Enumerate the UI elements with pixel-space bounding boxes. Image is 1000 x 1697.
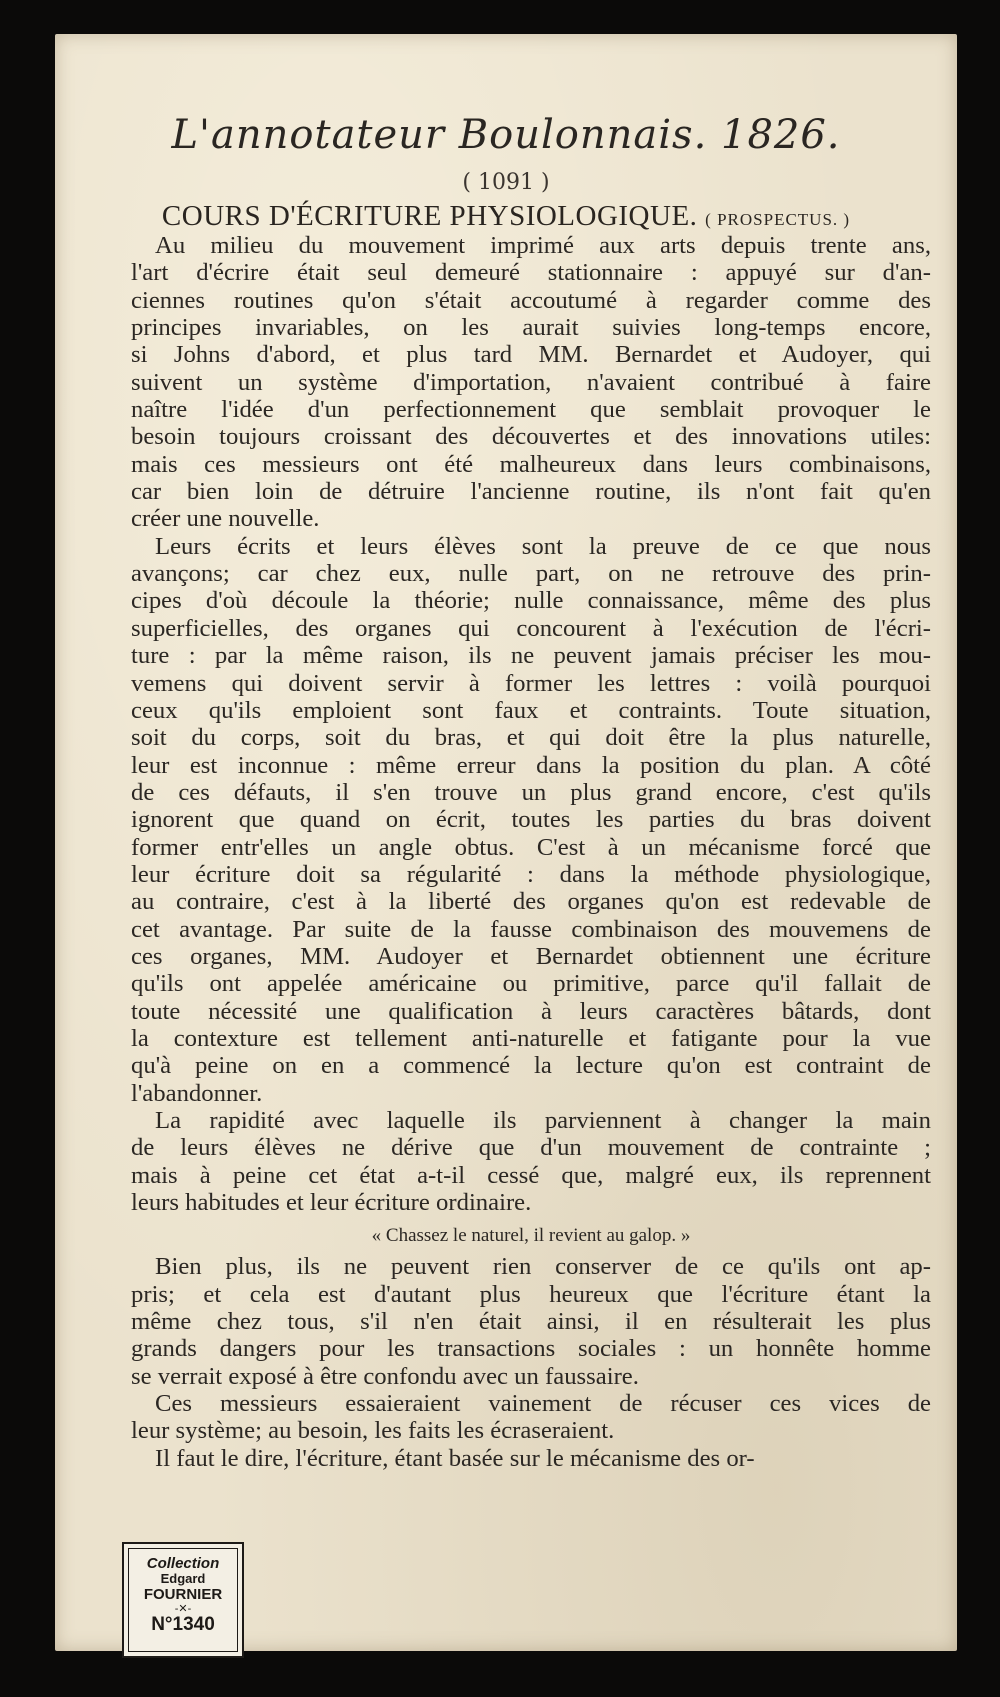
text-line: mais ces messieurs ont été malheureux dans leurs combinaisons, <box>131 450 931 478</box>
text-line: former entr'elles un angle obtus. C'est à un mécanisme forcé que <box>131 833 931 861</box>
text-line: ceux qu'ils emploient sont faux et contraints. Toute situation, <box>131 696 931 724</box>
page-number: ( 1091 ) <box>462 170 550 195</box>
section-heading <box>55 200 957 233</box>
stamp-number: N°1340 <box>151 1614 215 1635</box>
collection-stamp <box>122 1542 244 1658</box>
stamp-line-firstname: Edgard <box>160 1571 206 1586</box>
text-line: de ces défauts, il s'en trouve un plus grand encore, c'est qu'ils <box>131 778 931 806</box>
text-line: superficielles, des organes qui concourent à l'exécution de l'écri- <box>131 614 931 642</box>
heading-main: COURS D'ÉCRITURE PHYSIOLOGIQUE. <box>161 200 698 232</box>
text-line: ture : par la même raison, ils ne peuvent jamais préciser les mou- <box>131 642 931 670</box>
text-line: de leurs élèves ne dérive que d'un mouvement de contrainte ; <box>131 1134 931 1162</box>
text-line: naître l'idée d'un perfectionnement que semblait provoquer le <box>131 396 931 424</box>
stamp-ornament: -✕- <box>174 1603 192 1615</box>
text-line: pris; et cela est d'autant plus heureux que l'écriture étant la <box>131 1280 931 1308</box>
stamp-line-surname: FOURNIER <box>143 1586 223 1603</box>
text-line: cet avantage. Par suite de la fausse combinaison des mouvemens de <box>131 915 931 943</box>
text-line: qu'ils ont appelée américaine ou primitive, parce qu'il fallait de <box>131 970 931 998</box>
text-line: leur système; au besoin, les faits les écraseraient. <box>131 1417 615 1445</box>
text-line: leurs habitudes et leur écriture ordinaire. <box>131 1189 532 1217</box>
text-line: qu'à peine on en a commencé la lecture qu'on est contraint de <box>131 1052 931 1080</box>
text-line: Au milieu du mouvement imprimé aux arts depuis trente ans, <box>155 232 931 259</box>
text-line: principes invariables, on les aurait suivies long-temps encore, <box>131 314 931 342</box>
text-line: la contexture est tellement anti-naturelle et fatigante pour la vue <box>131 1024 931 1052</box>
heading-note: ( PROSPECTUS. ) <box>705 210 851 229</box>
text-line: grands dangers pour les transactions sociales : un honnête homme <box>131 1335 931 1363</box>
stamp-frame <box>128 1548 238 1652</box>
text-line: leur écriture doit sa régularité : dans la méthode physiologique, <box>131 860 931 888</box>
text-line: Il faut le dire, l'écriture, étant basée sur le mécanisme des or- <box>155 1444 755 1472</box>
text-line: soit du corps, soit du bras, et qui doit être la plus naturelle, <box>131 724 931 752</box>
text-line: ces organes, MM. Audoyer et Bernardet obtiennent une écriture <box>131 942 931 970</box>
text-line: leur est inconnue : même erreur dans la position du plan. A côté <box>131 751 931 779</box>
text-line: toute nécessité une qualification à leurs caractères bâtards, dont <box>131 997 931 1025</box>
text-line: ciennes routines qu'on s'était accoutumé à regarder comme des <box>131 286 931 314</box>
body-text <box>131 232 931 1472</box>
text-line: avançons; car chez eux, nulle part, on ne retrouve des prin- <box>131 560 931 588</box>
text-line: Bien plus, ils ne peuvent rien conserver de ce qu'ils ont ap- <box>155 1253 931 1281</box>
text-line: au contraire, c'est à la liberté des organes qu'on est redevable de <box>131 888 931 916</box>
stamp-line-collection: Collection <box>146 1555 220 1572</box>
text-line: Leurs écrits et leurs élèves sont la preuve de ce que nous <box>155 532 931 560</box>
text-line: l'abandonner. <box>131 1079 263 1107</box>
text-line: suivent un système d'importation, n'avaient contribué à faire <box>131 368 931 396</box>
text-line: vemens qui doivent servir à former les lettres : voilà pourquoi <box>131 669 931 697</box>
text-line: créer une nouvelle. <box>131 505 320 533</box>
text-line: l'art d'écrire était seul demeuré stationnaire : appuyé sur d'an- <box>131 259 931 287</box>
quotation: « Chassez le naturel, il revient au galop. » <box>371 1225 691 1247</box>
text-line: La rapidité avec laquelle ils parviennent à changer la main <box>155 1107 931 1134</box>
text-line: Ces messieurs essaieraient vainement de récuser ces vices de <box>155 1390 931 1418</box>
document-page <box>55 34 957 1651</box>
handwritten-title: L'annotateur Boulonnais. 1826. <box>171 112 841 158</box>
text-line: se verrait exposé à être confondu avec un faussaire. <box>131 1362 639 1390</box>
text-line: cipes d'où découle la théorie; nulle connaissance, même des plus <box>131 587 931 615</box>
text-line: besoin toujours croissant des découvertes et des innovations utiles: <box>131 423 931 451</box>
text-line: même chez tous, s'il n'en était ainsi, il en résulterait les plus <box>131 1308 931 1336</box>
text-line: car bien loin de détruire l'ancienne routine, ils n'ont fait qu'en <box>131 478 931 506</box>
text-line: mais à peine cet état a-t-il cessé que, malgré eux, ils reprennent <box>131 1161 931 1189</box>
text-line: si Johns d'abord, et plus tard MM. Bernardet et Audoyer, qui <box>131 341 931 369</box>
text-line: ignorent que quand on écrit, toutes les parties du bras doivent <box>131 806 931 834</box>
